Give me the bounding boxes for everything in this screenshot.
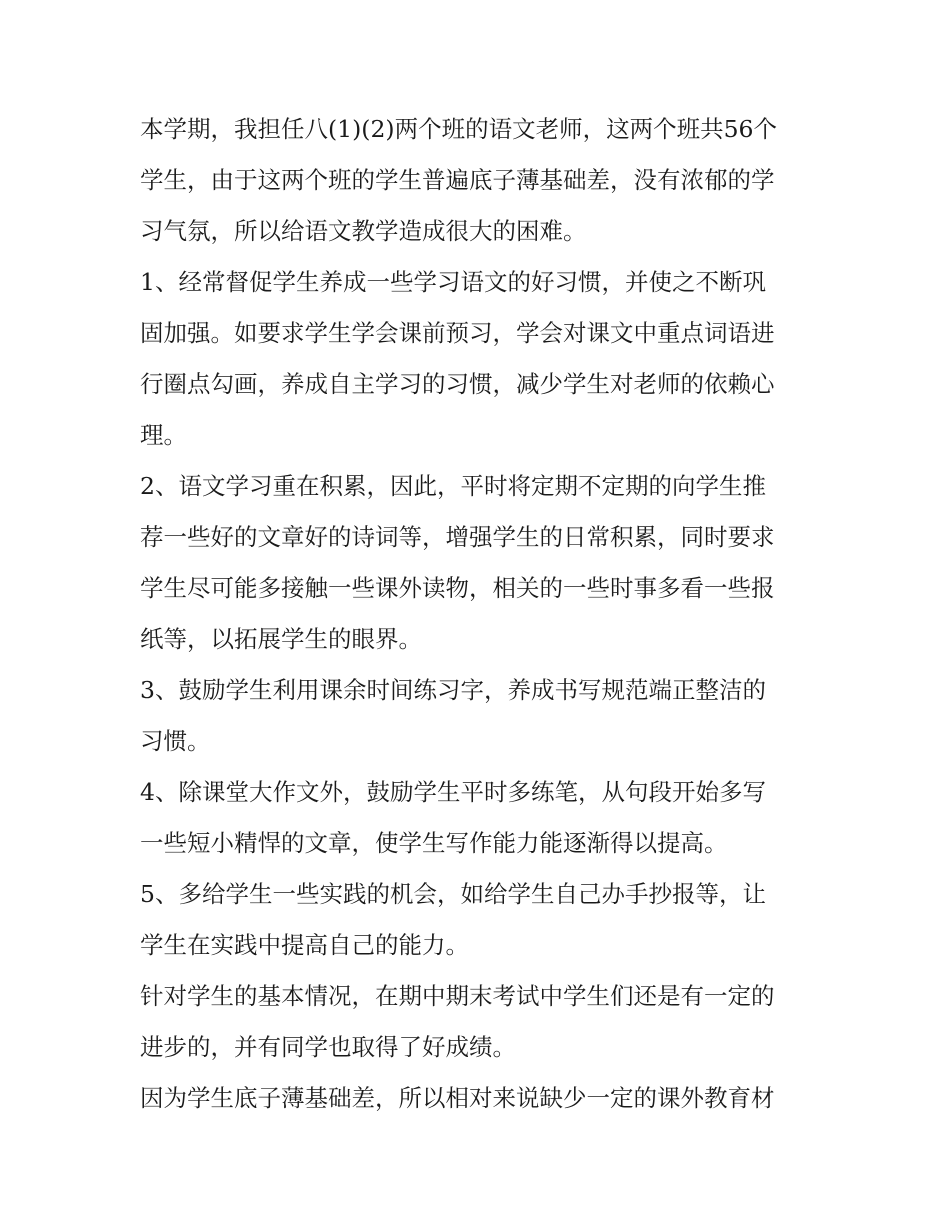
- text-line: 纸等，以拓展学生的眼界。: [140, 625, 422, 653]
- text-line: 3、鼓励学生利用课余时间练习字，养成书写规范端正整洁的: [140, 676, 766, 704]
- text-line: 固加强。如要求学生学会课前预习，学会对课文中重点词语进: [140, 319, 775, 347]
- text-line: 4、除课堂大作文外，鼓励学生平时多练笔，从句段开始多写: [140, 778, 766, 806]
- text-line: 进步的，并有同学也取得了好成绩。: [140, 1033, 516, 1061]
- text-line: 学生，由于这两个班的学生普遍底子薄基础差，没有浓郁的学: [140, 166, 775, 194]
- text-line: 针对学生的基本情况，在期中期末考试中学生们还是有一定的: [140, 982, 775, 1010]
- text-line: 1、经常督促学生养成一些学习语文的好习惯，并使之不断巩: [140, 268, 766, 296]
- text-line: 习惯。: [140, 727, 211, 755]
- text-line: 荐一些好的文章好的诗词等，增强学生的日常积累，同时要求: [140, 523, 775, 551]
- text-line: 学生在实践中提高自己的能力。: [140, 931, 469, 959]
- text-line: 行圈点勾画，养成自主学习的习惯，减少学生对老师的依赖心: [140, 370, 775, 398]
- text-line: 理。: [140, 421, 187, 449]
- document-body: [140, 104, 820, 1124]
- text-line: 习气氛，所以给语文教学造成很大的困难。: [140, 217, 587, 245]
- text-line: 因为学生底子薄基础差，所以相对来说缺少一定的课外教育材: [140, 1084, 775, 1112]
- text-line: 一些短小精悍的文章，使学生写作能力能逐渐得以提高。: [140, 829, 728, 857]
- text-line: 本学期，我担任八(1)(2)两个班的语文老师，这两个班共56个: [140, 115, 777, 143]
- text-line: 5、多给学生一些实践的机会，如给学生自己办手抄报等，让: [140, 880, 766, 908]
- text-line: 学生尽可能多接触一些课外读物，相关的一些时事多看一些报: [140, 574, 775, 602]
- text-line: 2、语文学习重在积累，因此，平时将定期不定期的向学生推: [140, 472, 766, 500]
